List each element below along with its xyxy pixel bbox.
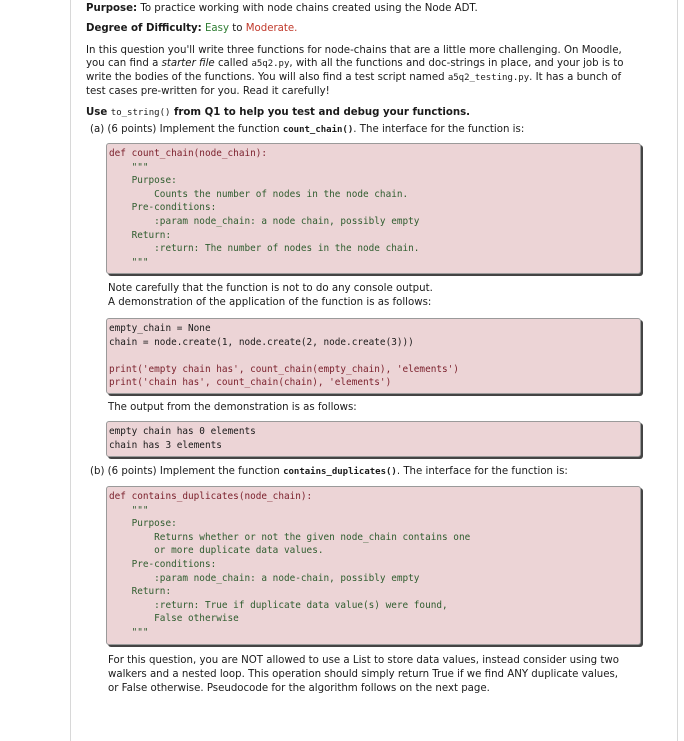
demo-code-box bbox=[106, 318, 641, 394]
code-line: :param node_chain: a node-chain, possibly empty bbox=[109, 572, 420, 584]
part-a-function-name: count_chain() bbox=[282, 125, 354, 135]
code-line: def contains_duplicates(node_chain): bbox=[109, 491, 313, 502]
part-a-heading-a: (a) (6 points) Implement the function bbox=[90, 124, 280, 135]
code-line: :param node_chain: a node chain, possibly empty bbox=[109, 215, 420, 227]
difficulty-label: Degree of Difficulty: bbox=[86, 23, 202, 34]
difficulty-to: to bbox=[232, 23, 243, 34]
footer-line-2: walkers and a nested loop. This operation should simply return True if we find ANY duplicate values, bbox=[108, 669, 619, 680]
intro-line-2c: , with all the functions and doc-strings in place, and your job is to bbox=[289, 58, 624, 69]
output-line: chain has 3 elements bbox=[109, 439, 222, 451]
use-line-code: to_string() bbox=[110, 108, 171, 118]
code-line: Counts the number of nodes in the node chain. bbox=[109, 188, 409, 200]
code-line: Pre-conditions: bbox=[109, 202, 217, 214]
code-line: def count_chain(node_chain): bbox=[109, 148, 268, 159]
part-b-heading-b: . The interface for the function is: bbox=[396, 466, 568, 477]
part-b-heading bbox=[90, 466, 568, 477]
use-line-b: from Q1 to help you test and debug your functions. bbox=[173, 107, 471, 118]
note-no-console-output: Note carefully that the function is not to do any console output. bbox=[108, 283, 433, 294]
part-a-heading bbox=[90, 123, 524, 137]
demo-line: print('chain has', count_chain(chain), 'elements') bbox=[109, 377, 392, 389]
note-demonstration: A demonstration of the application of the function is as follows: bbox=[108, 297, 432, 308]
intro-line-3a: write the bodies of the functions. You will also find a test script named bbox=[86, 72, 445, 83]
output-code-box bbox=[106, 421, 641, 457]
part-a-heading-b: . The interface for the function is: bbox=[353, 124, 525, 135]
output-line: empty chain has 0 elements bbox=[109, 426, 256, 437]
intro-line-2b: called bbox=[217, 58, 249, 69]
code-line: Returns whether or not the given node_chain contains one bbox=[109, 531, 471, 543]
code-line: Pre-conditions: bbox=[109, 558, 217, 570]
code-line: Purpose: bbox=[109, 175, 177, 187]
code-line: :return: The number of nodes in the node chain. bbox=[109, 243, 420, 255]
code-line: Purpose: bbox=[109, 518, 177, 530]
use-to-string-line bbox=[86, 106, 470, 120]
intro-line-3b: . It has a bunch of bbox=[529, 72, 622, 83]
test-script-name: a5q2_testing.py bbox=[447, 73, 530, 83]
part-b-function-name: contains_duplicates() bbox=[283, 467, 397, 477]
intro-line-2a: you can find a bbox=[86, 58, 159, 69]
footer-line-1: For this question, you are NOT allowed to use a List to store data values, instead consider using two bbox=[108, 655, 619, 666]
demo-line bbox=[109, 349, 640, 363]
difficulty-line bbox=[86, 22, 297, 35]
code-line: """ bbox=[109, 626, 149, 638]
code-line: False otherwise bbox=[109, 613, 239, 625]
starter-file-text: starter file bbox=[161, 58, 215, 69]
demo-line: print('empty chain has', count_chain(empty_chain), 'elements') bbox=[109, 363, 459, 375]
intro-line-1: In this question you'll write three functions for node-chains that are a little more challenging. On Moodle, bbox=[86, 45, 622, 56]
intro-line-4: test cases pre-written for you. Read it carefully! bbox=[86, 86, 330, 97]
purpose-label: Purpose: bbox=[86, 3, 138, 14]
code-line: """ bbox=[109, 504, 149, 516]
output-intro: The output from the demonstration is as follows: bbox=[108, 402, 357, 413]
footer-line-3: or False otherwise. Pseudocode for the algorithm follows on the next page. bbox=[108, 683, 490, 694]
purpose-text: To practice working with node chains created using the Node ADT. bbox=[140, 3, 478, 14]
difficulty-easy: Easy bbox=[204, 23, 229, 34]
code-line: or more duplicate data values. bbox=[109, 545, 324, 557]
code-line: :return: True if duplicate data value(s) were found, bbox=[109, 599, 448, 611]
use-line-a: Use bbox=[86, 107, 108, 118]
code-line: """ bbox=[109, 161, 149, 173]
code-line: Return: bbox=[109, 229, 172, 241]
code-line: """ bbox=[109, 256, 149, 268]
demo-line: chain = node.create(1, node.create(2, node.create(3))) bbox=[109, 336, 414, 348]
count-chain-code-box bbox=[106, 143, 641, 274]
code-line: Return: bbox=[109, 586, 172, 598]
intro-line-3 bbox=[86, 71, 646, 85]
purpose-line bbox=[86, 2, 478, 15]
part-a-notes bbox=[108, 282, 433, 310]
contains-duplicates-code-box bbox=[106, 486, 641, 645]
part-b-footer bbox=[108, 654, 648, 696]
intro-paragraph bbox=[86, 44, 646, 98]
part-b-heading-a: (b) (6 points) Implement the function bbox=[90, 466, 280, 477]
starter-file-name: a5q2.py bbox=[251, 59, 290, 69]
difficulty-moderate: Moderate. bbox=[245, 23, 298, 34]
demo-line: empty_chain = None bbox=[109, 323, 211, 334]
intro-line-2 bbox=[86, 57, 646, 71]
